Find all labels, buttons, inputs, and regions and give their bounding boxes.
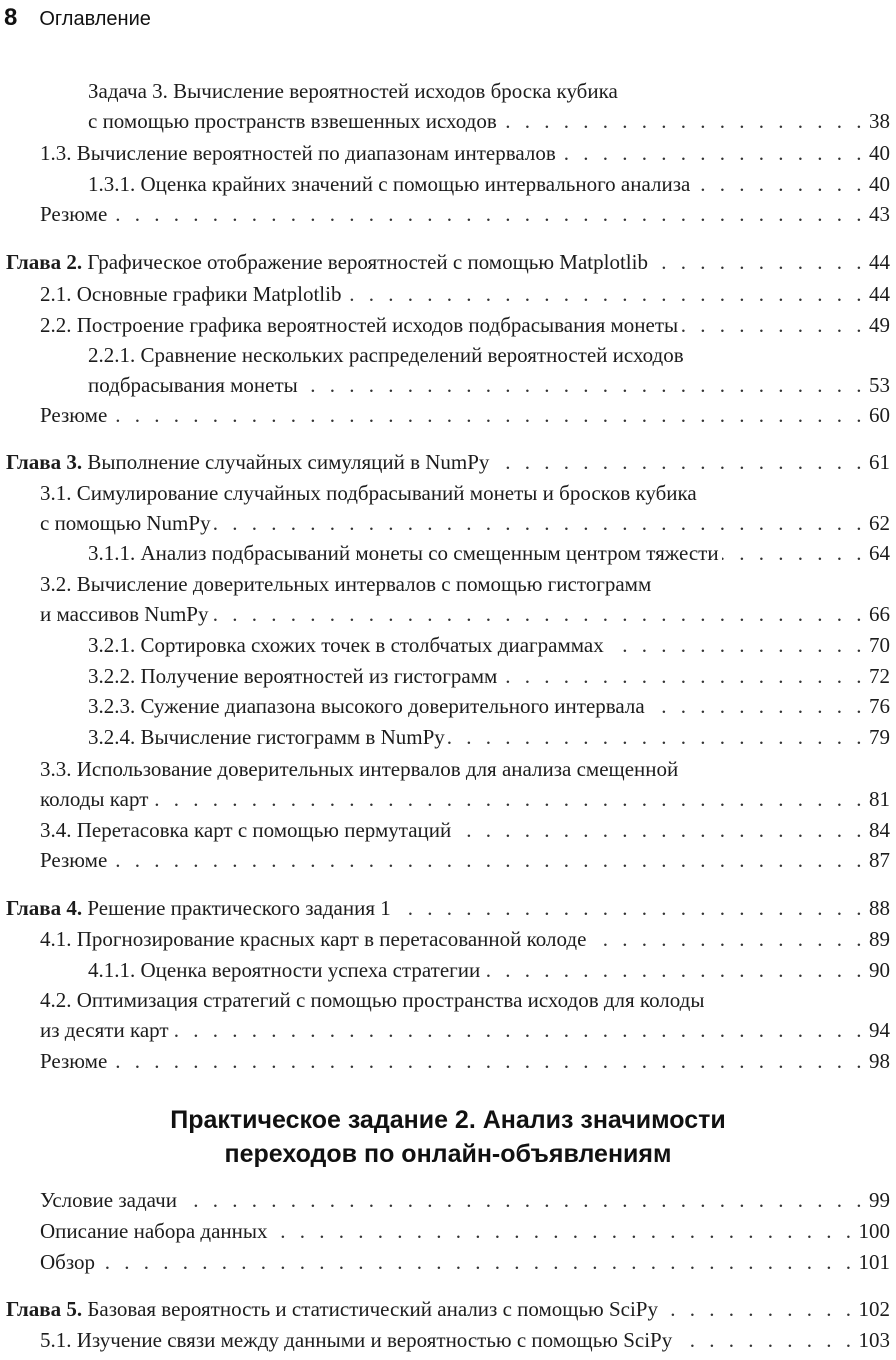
- toc-page-number: 38: [869, 109, 890, 133]
- toc-page-number: 66: [869, 602, 890, 626]
- leader-dots: [301, 370, 866, 400]
- toc-entry-text: с помощью пространств взвешенных исходов: [88, 109, 497, 133]
- toc-chapter-entry: [6, 1294, 890, 1324]
- toc-page-number: 60: [869, 403, 890, 427]
- toc-entry-text: Решение практического задания 1: [87, 896, 391, 920]
- toc-page-number: 94: [869, 1018, 890, 1042]
- chapter-label: Глава 4.: [6, 896, 83, 920]
- toc-entry: [88, 76, 890, 136]
- toc-entry: [40, 985, 890, 1045]
- leader-dots: [448, 722, 866, 752]
- toc-entry: [40, 138, 890, 168]
- toc-page-number: 89: [869, 927, 890, 951]
- leader-dots: [648, 691, 866, 721]
- toc-entry: [88, 955, 890, 985]
- toc-entry-text: Резюме: [40, 202, 108, 226]
- leader-dots: [394, 893, 866, 923]
- toc-page-number: 79: [869, 725, 890, 749]
- leader-dots: [344, 279, 866, 309]
- leader-dots: [651, 247, 866, 277]
- toc-page-number: 88: [869, 896, 890, 920]
- toc-entry-text: 2.2. Построение графика вероятностей исходов подбрасывания монеты: [40, 313, 679, 337]
- toc-page-number: 103: [858, 1328, 890, 1352]
- toc-entry-text: Выполнение случайных симуляций в NumPy: [87, 450, 490, 474]
- toc-chapter-entry: [6, 247, 890, 277]
- leader-dots: [110, 845, 866, 875]
- leader-dots: [661, 1294, 856, 1324]
- leader-dots: [693, 169, 866, 199]
- toc-entry-text: Резюме: [40, 403, 108, 427]
- toc-entry: [88, 630, 890, 660]
- leader-dots: [483, 955, 866, 985]
- toc-entry-text: Условие задачи: [40, 1188, 177, 1212]
- leader-dots: [607, 630, 866, 660]
- page-number: 8: [4, 4, 18, 31]
- toc-page-number: 72: [869, 664, 890, 688]
- toc-chapter-entry: [6, 447, 890, 477]
- leader-dots: [559, 138, 866, 168]
- toc-entry: [40, 1247, 890, 1277]
- toc-page-number: 53: [869, 373, 890, 397]
- leader-dots: [500, 661, 866, 691]
- toc-entry-text: подбрасывания монеты: [88, 373, 298, 397]
- toc-entry-text: из десяти карт: [40, 1018, 169, 1042]
- leader-dots: [675, 1325, 855, 1355]
- chapter-label: Глава 2.: [6, 250, 83, 274]
- toc-page-number: 40: [869, 141, 890, 165]
- toc-entry: [40, 1185, 890, 1215]
- toc-entry: [88, 169, 890, 199]
- toc-entry-text: 3.2.3. Сужение диапазона высокого доверительного интервала: [88, 694, 645, 718]
- chapter-label: Глава 3.: [6, 450, 83, 474]
- leader-dots: [454, 815, 866, 845]
- toc-page-number: 70: [869, 633, 890, 657]
- toc-entry: [40, 754, 890, 814]
- toc-entry-text: 2.1. Основные графики Matplotlib: [40, 282, 342, 306]
- toc-page-number: 84: [869, 818, 890, 842]
- toc-entry-text: и массивов NumPy: [40, 602, 209, 626]
- toc-entry-text: 3.1.1. Анализ подбрасываний монеты со смещенным центром тяжести: [88, 541, 719, 565]
- page-header: [4, 4, 151, 34]
- toc-entry-text: 3.1. Симулирование случайных подбрасываний монеты и бросков кубика: [40, 481, 697, 505]
- leader-dots: [98, 1247, 855, 1277]
- leader-dots: [681, 310, 866, 340]
- toc-entry-text: колоды карт: [40, 787, 149, 811]
- toc-page-number: 76: [869, 694, 890, 718]
- toc-entry: [40, 1046, 890, 1076]
- toc-page-number: 98: [869, 1049, 890, 1073]
- toc-entry: [88, 722, 890, 752]
- toc-entry-text: 3.2.1. Сортировка схожих точек в столбчатых диаграммах: [88, 633, 604, 657]
- toc-page-number: 81: [869, 787, 890, 811]
- toc-page-number: 64: [869, 541, 890, 565]
- toc-page-number: 44: [869, 282, 890, 306]
- toc-entry: [88, 661, 890, 691]
- toc-entry-text: Обзор: [40, 1250, 96, 1274]
- toc-entry-text: Описание набора данных: [40, 1219, 268, 1243]
- leader-dots: [214, 508, 866, 538]
- toc-entry: [88, 340, 890, 400]
- toc-entry-text: 3.2. Вычисление доверительных интервалов с помощью гистограмм: [40, 572, 652, 596]
- toc-entry-text: с помощью NumPy: [40, 511, 211, 535]
- chapter-label: Глава 5.: [6, 1297, 83, 1321]
- leader-dots: [589, 924, 866, 954]
- leader-dots: [492, 447, 866, 477]
- leader-dots: [172, 1015, 866, 1045]
- toc-entry: [40, 279, 890, 309]
- toc-entry-text: 3.4. Перетасовка карт с помощью пермутаций: [40, 818, 452, 842]
- toc-entry-text: Базовая вероятность и статистический анализ с помощью SciPy: [87, 1297, 658, 1321]
- toc-entry: [40, 478, 890, 538]
- toc-entry-text: Задача 3. Вычисление вероятностей исходов броска кубика: [88, 79, 618, 103]
- toc-entry-text: 5.1. Изучение связи между данными и вероятностью с помощью SciPy: [40, 1328, 673, 1352]
- toc-entry: [40, 310, 890, 340]
- toc-entry: [88, 538, 890, 568]
- toc-entry-text: 2.2.1. Сравнение нескольких распределений вероятностей исходов: [88, 343, 684, 367]
- toc-page-number: 44: [869, 250, 890, 274]
- leader-dots: [180, 1185, 866, 1215]
- toc-entry: [88, 691, 890, 721]
- toc-page-number: 62: [869, 511, 890, 535]
- part-title-line: Практическое задание 2. Анализ значимости: [170, 1106, 726, 1134]
- toc-entry: [40, 199, 890, 229]
- leader-dots: [110, 400, 866, 430]
- toc-entry-text: Резюме: [40, 848, 108, 872]
- part-title: [0, 1103, 896, 1171]
- toc-entry-text: 3.3. Использование доверительных интервалов для анализа смещенной: [40, 757, 679, 781]
- leader-dots: [500, 106, 866, 136]
- toc-entry: [40, 845, 890, 875]
- toc-entry: [40, 924, 890, 954]
- toc-entry-text: 4.1.1. Оценка вероятности успеха стратегии: [88, 958, 481, 982]
- running-title: Оглавление: [39, 8, 151, 30]
- toc-entry-text: 1.3. Вычисление вероятностей по диапазонам интервалов: [40, 141, 556, 165]
- toc-entry-text: 3.2.2. Получение вероятностей из гистограмм: [88, 664, 498, 688]
- toc-entry-text: Графическое отображение вероятностей с помощью Matplotlib: [87, 250, 648, 274]
- toc-chapter-entry: [6, 893, 890, 923]
- toc-page-number: 61: [869, 450, 890, 474]
- toc-entry: [40, 569, 890, 629]
- toc-entry-text: 3.2.4. Вычисление гистограмм в NumPy: [88, 725, 445, 749]
- toc-entry: [40, 1216, 890, 1246]
- toc-page-number: 43: [869, 202, 890, 226]
- toc-page-number: 100: [858, 1219, 890, 1243]
- toc-entry-text: Резюме: [40, 1049, 108, 1073]
- leader-dots: [722, 538, 866, 568]
- toc-page-number: 90: [869, 958, 890, 982]
- part-title-line: переходов по онлайн-объявлениям: [224, 1140, 672, 1168]
- toc-entry-text: 1.3.1. Оценка крайних значений с помощью интервального анализа: [88, 172, 691, 196]
- toc-page-number: 87: [869, 848, 890, 872]
- leader-dots: [271, 1216, 856, 1246]
- toc-entry-text: 4.2. Оптимизация стратегий с помощью пространства исходов для колоды: [40, 988, 705, 1012]
- toc-page-number: 49: [869, 313, 890, 337]
- leader-dots: [211, 599, 866, 629]
- leader-dots: [110, 199, 866, 229]
- toc-entry-text: 4.1. Прогнозирование красных карт в перетасованной колоде: [40, 927, 587, 951]
- leader-dots: [151, 784, 866, 814]
- toc-entry: [40, 400, 890, 430]
- toc-page-number: 102: [858, 1297, 890, 1321]
- toc-entry: [40, 1325, 890, 1355]
- toc-page-number: 99: [869, 1188, 890, 1212]
- toc-page-number: 101: [858, 1250, 890, 1274]
- leader-dots: [110, 1046, 866, 1076]
- toc-entry: [40, 815, 890, 845]
- toc-page-number: 40: [869, 172, 890, 196]
